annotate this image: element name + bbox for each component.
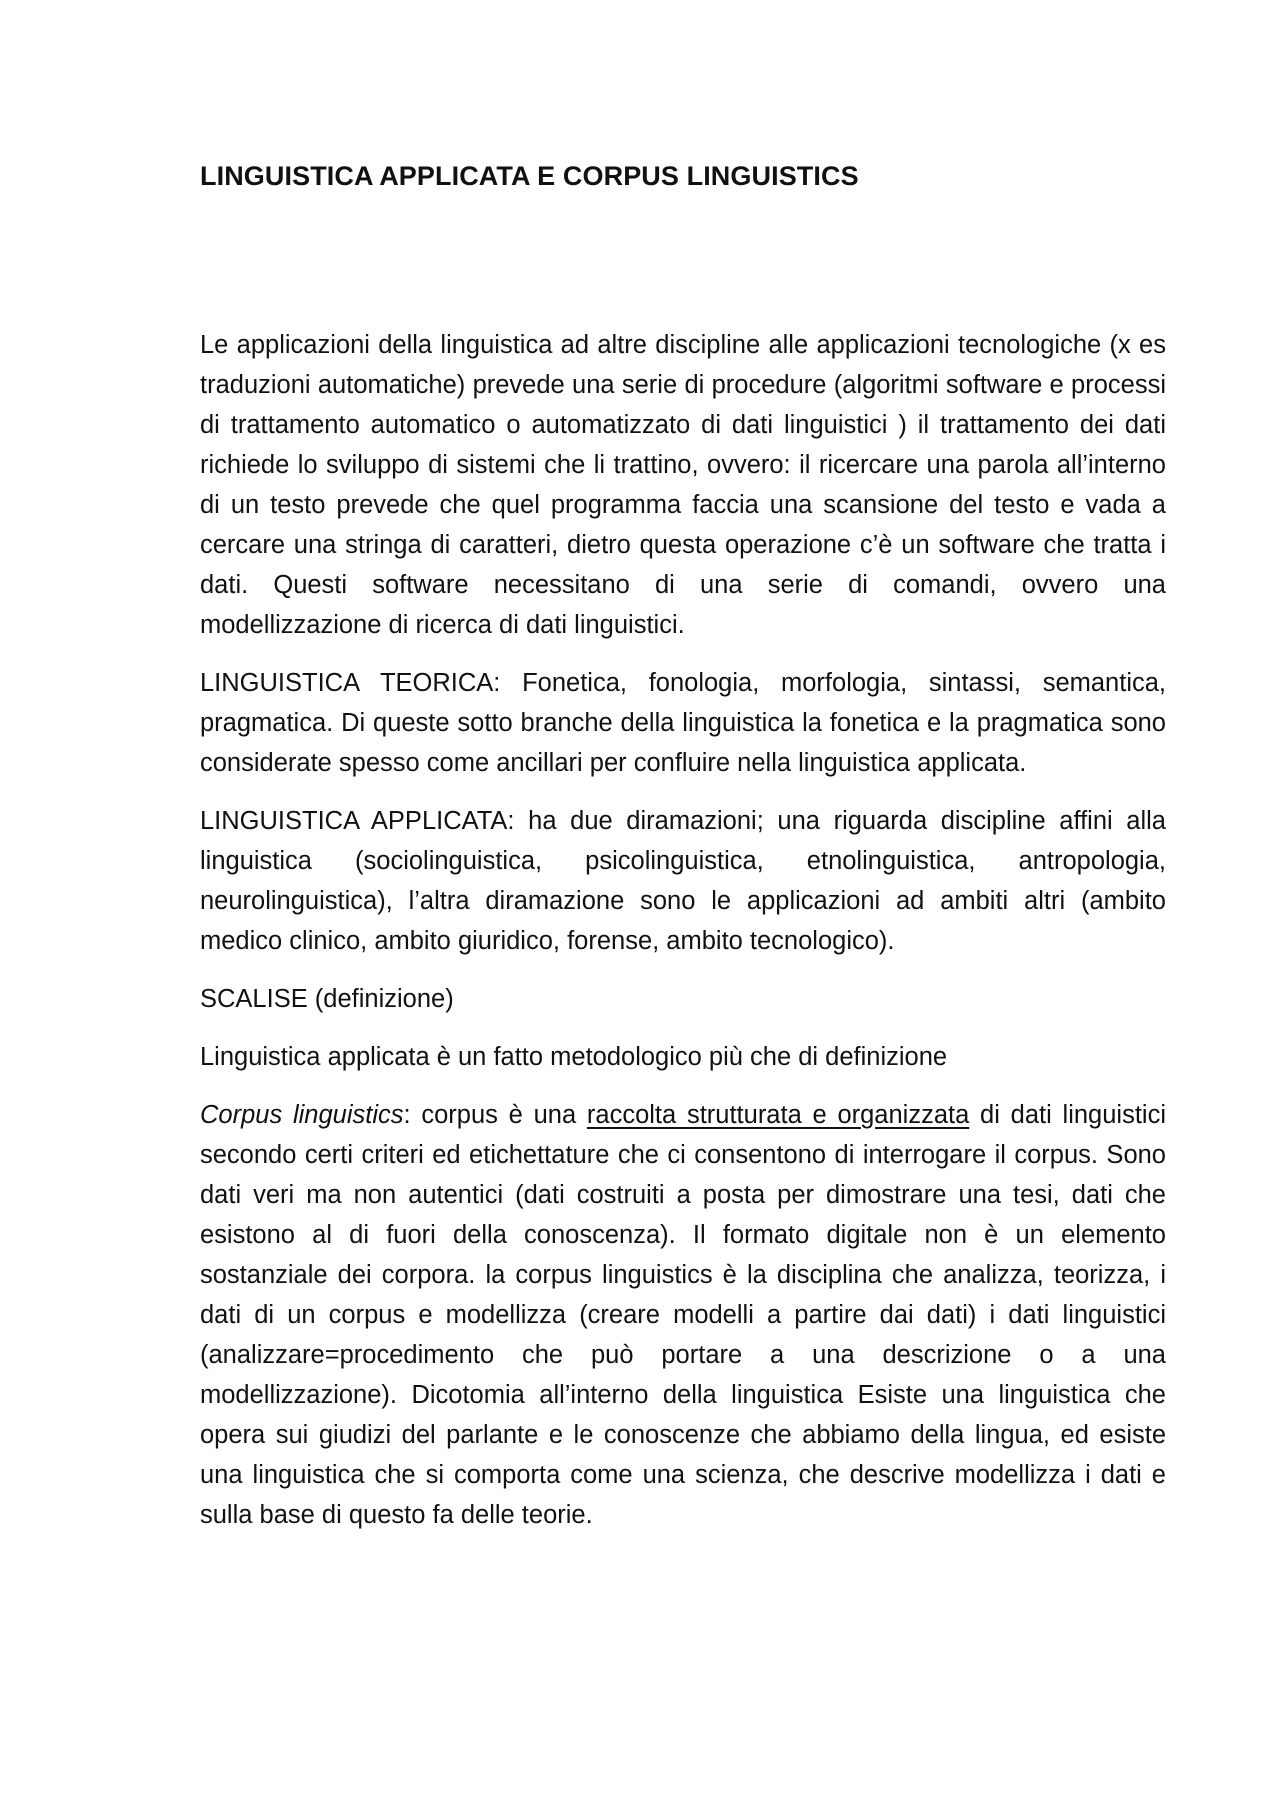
document-body (200, 150, 1166, 1553)
paragraph-methodological: Linguistica applicata è un fatto metodologico più che di definizione (200, 1043, 948, 1071)
corpus-definition-start: : corpus è una (403, 1101, 587, 1129)
paragraph-applications: Le applicazioni della linguistica ad altre discipline alle applicazioni tecnologiche (x es traduzioni automatiche) prevede una serie di procedure (algoritmi software e processi di trattamento automatico o automatizzato di dati linguistici ) il trattamento dei dati richiede lo sviluppo di sistemi che li trattino, ovvero: il ricercare una parola all’interno di un testo prevede che quel programma faccia una scansione del testo e vada a cercare una stringa di caratteri, dietro questa operazione c’è un software che tratta i dati. Questi software necessitano di una serie di comandi, ovvero una modellizzazione di ricerca di dati linguistici. (200, 331, 1166, 639)
paragraph-linguistica-teorica: LINGUISTICA TEORICA: Fonetica, fonologia, morfologia, sintassi, semantica, pragmatica. Di queste sotto branche della linguistica la fonetica e la pragmatica sono considerate spesso come ancillari per confluire nella linguistica applicata. (200, 669, 1166, 777)
corpus-definition-underlined: raccolta strutturata e organizzata (586, 1101, 970, 1129)
document-title: LINGUISTICA APPLICATA E CORPUS LINGUISTICS (200, 161, 859, 191)
corpus-definition-rest: di dati linguistici secondo certi criteri ed etichettature che ci consentono di interrogare il corpus. Sono dati veri ma non autentici (dati costruiti a posta per dimostrare una tesi, dati che esistono al di fuori della conoscenza). Il formato digitale non è un elemento sostanziale dei corpora. la corpus linguistics è la disciplina che analizza, teorizza, i dati di un corpus e modellizza (creare modelli a partire dai dati) i dati linguistici (analizzare=procedimento che può portare a una descrizione o a una modellizzazione). Dicotomia all’interno della linguistica Esiste una linguistica che opera sui giudizi del parlante e le conoscenze che abbiamo della lingua, ed esiste una linguistica che si comporta come una scienza, che descrive modellizza i dati e sulla base di questo fa delle teorie. (200, 1101, 1166, 1529)
paragraph-corpus-linguistics (200, 1095, 1166, 1535)
corpus-linguistics-term: Corpus linguistics (200, 1101, 404, 1129)
paragraph-scalise: SCALISE (definizione) (200, 985, 454, 1013)
paragraph-linguistica-applicata: LINGUISTICA APPLICATA: ha due diramazioni; una riguarda discipline affini alla linguistica (sociolinguistica, psicolinguistica, etnolinguistica, antropologia, neurolinguistica), l’altra diramazione sono le applicazioni ad ambiti altri (ambito medico clinico, ambito giuridico, forense, ambito tecnologico). (200, 807, 1166, 955)
